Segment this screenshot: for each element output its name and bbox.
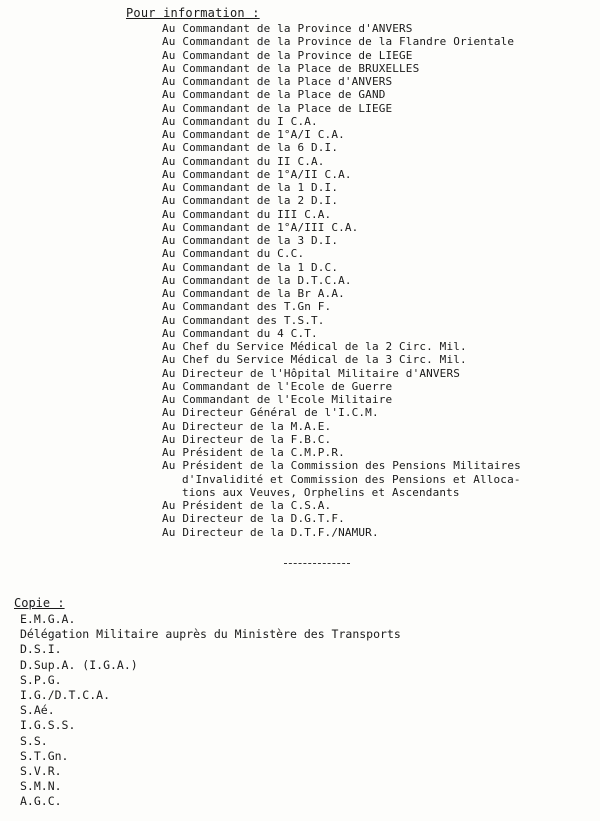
copy-recipient-line: I.G./D.T.C.A. [20,687,111,702]
copie-heading: Copie : [14,596,65,610]
pour-information-heading: Pour information : [126,6,260,20]
recipient-line: Au Commandant du I C.A. [162,114,318,128]
copy-recipient-line: E.M.G.A. [20,612,76,626]
recipient-line: Au Directeur de la F.B.C. [162,432,332,446]
recipient-line: Au Commandant de la Province d'ANVERS [162,22,413,35]
recipient-line: Au Commandant de la Province de LIEGE [162,48,413,62]
copy-recipient-line: S.Aé. [20,703,55,718]
copy-recipient-line: S.M.N. [20,779,62,794]
recipient-line: Au Chef du Service Médical de la 2 Circ. Mil. [162,340,467,353]
copy-recipient-line: D.Sup.A. (I.G.A.) [20,657,138,672]
copy-recipient-line: S.S. [20,733,48,748]
recipient-line: Au Commandant de la 3 D.I. [162,234,339,247]
recipient-line: Au Chef du Service Médical de la 3 Circ. Mil. [162,353,467,367]
copie-list [20,612,580,809]
recipient-line: tions aux Veuves, Orphelins et Ascendants [182,485,460,499]
recipient-line: Au Commandant de la D.T.C.A. [162,273,352,287]
recipient-line: Au Commandant de la 2 D.I. [162,194,339,208]
recipient-line: Au Commandant du III C.A. [162,207,332,221]
recipient-line: Au Directeur de la D.T.F./NAMUR. [162,525,379,539]
copy-recipient-line: A.G.C. [20,794,62,809]
recipient-line: Au Commandant de la Place de LIEGE [162,101,393,115]
copy-recipient-line: I.G.S.S. [20,718,76,733]
recipient-line: Au Commandant de 1°A/II C.A. [162,167,352,181]
recipient-line: Au Commandant de la 6 D.I. [162,141,339,155]
copy-recipient-line: S.T.Gn. [20,748,69,763]
recipient-line: d'Invalidité et Commission des Pensions et Alloca- [182,472,521,486]
recipient-line: Au Commandant de l'Ecole Militaire [162,393,393,406]
recipient-line: Au Commandant de la Place de BRUXELLES [162,61,420,75]
recipient-line: Au Commandant de la Place d'ANVERS [162,75,393,88]
recipient-line: Au Commandant du 4 C.T. [162,326,318,340]
recipient-line: Au Directeur de l'Hôpital Militaire d'ANVERS [162,366,460,380]
recipient-line: Au Commandant de la Br A.A. [162,287,345,300]
recipient-line: Au Commandant de la 1 D.I. [162,181,339,194]
recipient-line: Au Commandant des T.Gn F. [162,300,332,314]
recipient-line: Au Commandant des T.S.T. [162,313,325,327]
copy-recipient-line: Délégation Militaire auprès du Ministère des Transports [20,627,401,642]
recipient-line: Au Directeur Général de l'I.C.M. [162,406,379,420]
recipient-line: Au Directeur de la D.G.T.F. [162,512,345,526]
recipient-line: Au Président de la Commission des Pensions Militaires [162,459,521,473]
recipient-line: Au Commandant de 1°A/I C.A. [162,128,345,141]
copy-recipient-line: D.S.I. [20,642,62,657]
recipient-line: Au Commandant de la Province de la Flandre Orientale [162,35,515,49]
recipient-line: Au Président de la C.M.P.R. [162,446,345,459]
recipient-line: Au Commandant de l'Ecole de Guerre [162,379,393,393]
copy-recipient-line: S.P.G. [20,672,62,687]
recipient-line: Au Directeur de la M.A.E. [162,419,332,433]
recipient-line: Au Commandant du C.C. [162,247,305,261]
copy-recipient-line: S.V.R. [20,763,62,778]
section-divider [284,563,350,564]
recipient-line: Au Président de la C.S.A. [162,499,332,512]
recipient-line: Au Commandant de la Place de GAND [162,88,386,102]
pour-information-list [162,22,592,539]
recipient-line: Au Commandant du II C.A. [162,154,325,168]
recipient-line: Au Commandant de la 1 D.C. [162,260,339,274]
recipient-line: Au Commandant de 1°A/III C.A. [162,220,359,234]
